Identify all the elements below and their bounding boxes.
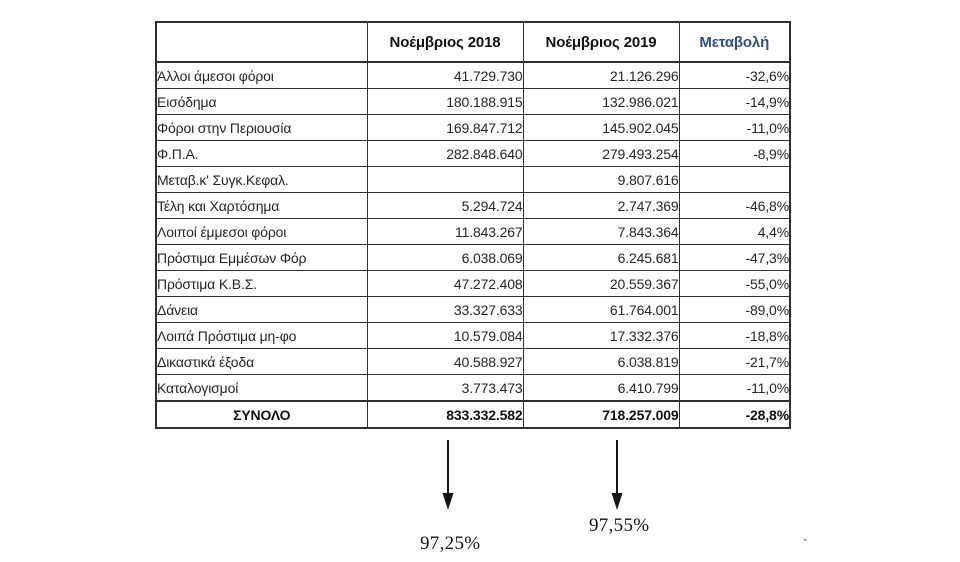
- value-2019: 145.902.045: [523, 115, 679, 141]
- total-label: ΣΥΝΟΛΟ: [156, 401, 367, 428]
- value-2019: 132.986.021: [523, 89, 679, 115]
- header-november-2019: Νοέμβριος 2019: [523, 22, 679, 62]
- row-label: Καταλογισμοί: [156, 375, 367, 402]
- change-value: -55,0%: [679, 271, 790, 297]
- table-row: [156, 89, 790, 115]
- value-2019: 7.843.364: [523, 219, 679, 245]
- table-row: [156, 271, 790, 297]
- value-2019: 6.038.819: [523, 349, 679, 375]
- table-row: [156, 167, 790, 193]
- table-row: [156, 375, 790, 402]
- table-row: [156, 141, 790, 167]
- table-row: [156, 349, 790, 375]
- change-value: -14,9%: [679, 89, 790, 115]
- header-change: Μεταβολή: [679, 22, 790, 62]
- table-row: [156, 245, 790, 271]
- value-2018: 282.848.640: [367, 141, 523, 167]
- row-label: Τέλη και Χαρτόσημα: [156, 193, 367, 219]
- value-2018: 180.188.915: [367, 89, 523, 115]
- value-2018: 6.038.069: [367, 245, 523, 271]
- value-2018: [367, 167, 523, 193]
- table-row: [156, 297, 790, 323]
- change-value: -18,8%: [679, 323, 790, 349]
- row-label: Πρόστιμα Κ.Β.Σ.: [156, 271, 367, 297]
- row-label: Εισόδημα: [156, 89, 367, 115]
- value-2019: 20.559.367: [523, 271, 679, 297]
- total-change: -28,8%: [679, 401, 790, 428]
- row-label: Μεταβ.κ' Συγκ.Κεφαλ.: [156, 167, 367, 193]
- row-label: Φόροι στην Περιουσία: [156, 115, 367, 141]
- table-row: [156, 62, 790, 89]
- value-2018: 47.272.408: [367, 271, 523, 297]
- change-value: 4,4%: [679, 219, 790, 245]
- value-2018: 41.729.730: [367, 62, 523, 89]
- row-label: Λοιποί έμμεσοι φόροι: [156, 219, 367, 245]
- value-2018: 3.773.473: [367, 375, 523, 402]
- value-2018: 40.588.927: [367, 349, 523, 375]
- change-value: -89,0%: [679, 297, 790, 323]
- value-2019: 9.807.616: [523, 167, 679, 193]
- value-2019: 6.410.799: [523, 375, 679, 402]
- change-value: -47,3%: [679, 245, 790, 271]
- down-arrow-icon: [610, 440, 624, 510]
- value-2018: 10.579.084: [367, 323, 523, 349]
- table-row: [156, 115, 790, 141]
- total-2019: 718.257.009: [523, 401, 679, 428]
- down-arrow-icon: [441, 440, 455, 510]
- table-row: [156, 193, 790, 219]
- row-label: Άλλοι άμεσοι φόροι: [156, 62, 367, 89]
- change-value: -46,8%: [679, 193, 790, 219]
- total-row: [156, 401, 790, 428]
- row-label: Λοιπά Πρόστιμα μη-φο: [156, 323, 367, 349]
- row-label: Δικαστικά έξοδα: [156, 349, 367, 375]
- value-2018: 11.843.267: [367, 219, 523, 245]
- change-value: -11,0%: [679, 115, 790, 141]
- table-row: [156, 323, 790, 349]
- change-value: -32,6%: [679, 62, 790, 89]
- change-value: -8,9%: [679, 141, 790, 167]
- value-2019: 17.332.376: [523, 323, 679, 349]
- value-2019: 61.764.001: [523, 297, 679, 323]
- value-2018: 33.327.633: [367, 297, 523, 323]
- value-2019: 6.245.681: [523, 245, 679, 271]
- tax-revenue-table: [155, 21, 791, 429]
- row-label: Φ.Π.Α.: [156, 141, 367, 167]
- header-november-2018: Νοέμβριος 2018: [367, 22, 523, 62]
- change-value: -21,7%: [679, 349, 790, 375]
- row-label: Δάνεια: [156, 297, 367, 323]
- change-value: -11,0%: [679, 375, 790, 402]
- value-2018: 169.847.712: [367, 115, 523, 141]
- value-2018: 5.294.724: [367, 193, 523, 219]
- value-2019: 21.126.296: [523, 62, 679, 89]
- total-2018: 833.332.582: [367, 401, 523, 428]
- collection-rate-2019-label: 97,55%: [589, 515, 650, 536]
- table-row: [156, 219, 790, 245]
- header-category: [156, 22, 367, 62]
- value-2019: 2.747.369: [523, 193, 679, 219]
- value-2019: 279.493.254: [523, 141, 679, 167]
- stray-mark: `: [803, 536, 808, 552]
- table-header-row: [156, 22, 790, 62]
- collection-rate-2018-label: 97,25%: [420, 533, 481, 554]
- change-value: [679, 167, 790, 193]
- row-label: Πρόστιμα Εμμέσων Φόρ: [156, 245, 367, 271]
